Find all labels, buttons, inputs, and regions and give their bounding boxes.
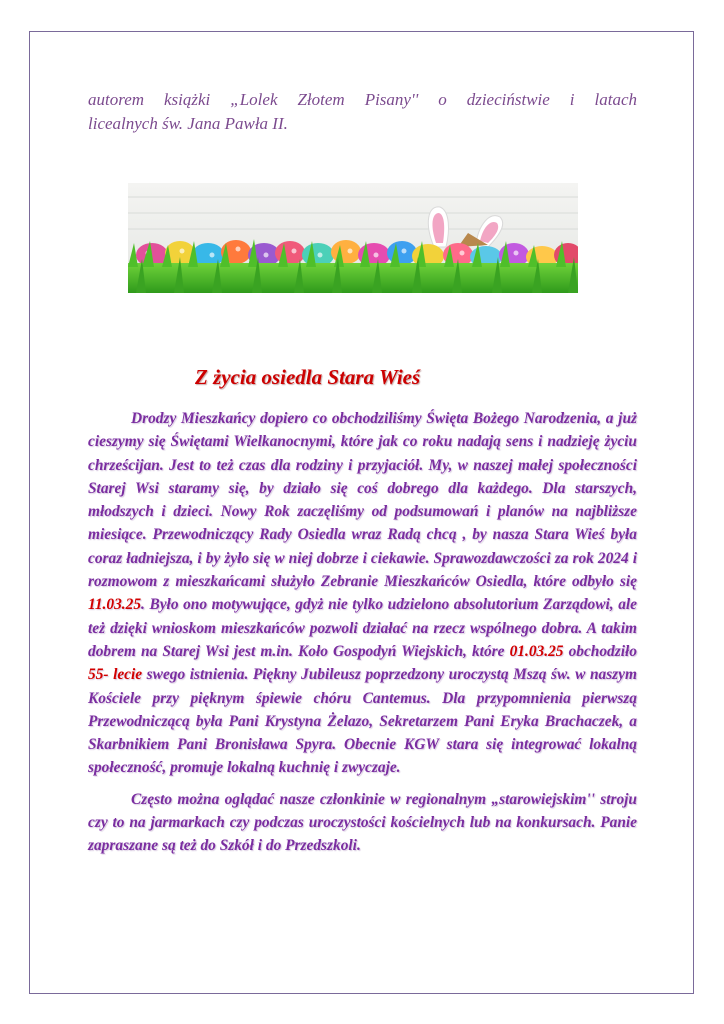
intro-line-2: licealnych św. Jana Pawła II. xyxy=(88,114,288,133)
article-body xyxy=(88,407,637,858)
section-heading: Z życia osiedla Stara Wieś xyxy=(195,365,421,389)
easter-banner-image xyxy=(128,183,578,293)
meeting-date: 11.03.25 xyxy=(88,596,142,614)
intro-text xyxy=(88,88,637,136)
intro-line-1: autorem książki „Lolek Złotem Pisany'' o dzieciństwie i latach xyxy=(88,90,637,109)
anniversary-date: 01.03.25 xyxy=(509,642,564,660)
paragraph-2: Często można oglądać nasze członkinie w regionalnym „starowiejskim'' stroju czy to na jarmarkach czy podczas uroczystości kościelnych lub na konkursach. Panie zapraszane są też do Szkół i do Przedszkoli. xyxy=(88,790,637,855)
anniversary-label: 55- lecie xyxy=(88,666,143,684)
paragraph-1: Drodzy Mieszkańcy dopiero co obchodziliśmy Święta Bożego Narodzenia, a już cieszymy się Świętami Wielkanocnymi, które jak co roku nadają sens i nadzieję życiu chrześcijan. Jest to też czas dla rodziny i przyjaciół. My, w naszej małej społeczności Starej Wsi staramy się, by działo się coś dobrego dla każdego. Dla starszych, młodszych i dzieci. Nowy Rok zaczęliśmy od podsumowań i planów na najbliższe miesiące. Przewodniczący Rady Osiedla wraz Radą chcą , by nasza Stara Wieś była coraz ładniejsza, i by żyło się w niej dobrze i ciekawie. Sprawozdawczości za rok 2024 i rozmowom z mieszkańcami służyło Zebranie Mieszkańców Osiedla, które odbyło się 11.03.25. Było ono motywujące, gdyż nie tylko udzielono absolutorium Zarządowi, ale też dzięki wnioskom mieszkańców pozwoli działać na rzecz wspólnego dobra. A takim dobrem na Starej Wsi jest m.in. Koło Gospodyń Wiejskich, które 01.03.25 obchodziło 55- lecie swego istnienia. Piękny Jubileusz poprzedzony uroczystą Mszą św. w naszym Kościele przy pięknym śpiewie chóru Cantemus. Dla przypomnienia pierwszą Przewodniczącą była Pani Krystyna Żelazo, Sekretarzem Pani Eryka Brachaczek, a Skarbnikiem Pani Bronisława Spyra. Obecnie KGW stara się integrować lokalną społeczność, promuje lokalną kuchnię i zwyczaje. xyxy=(88,410,637,777)
